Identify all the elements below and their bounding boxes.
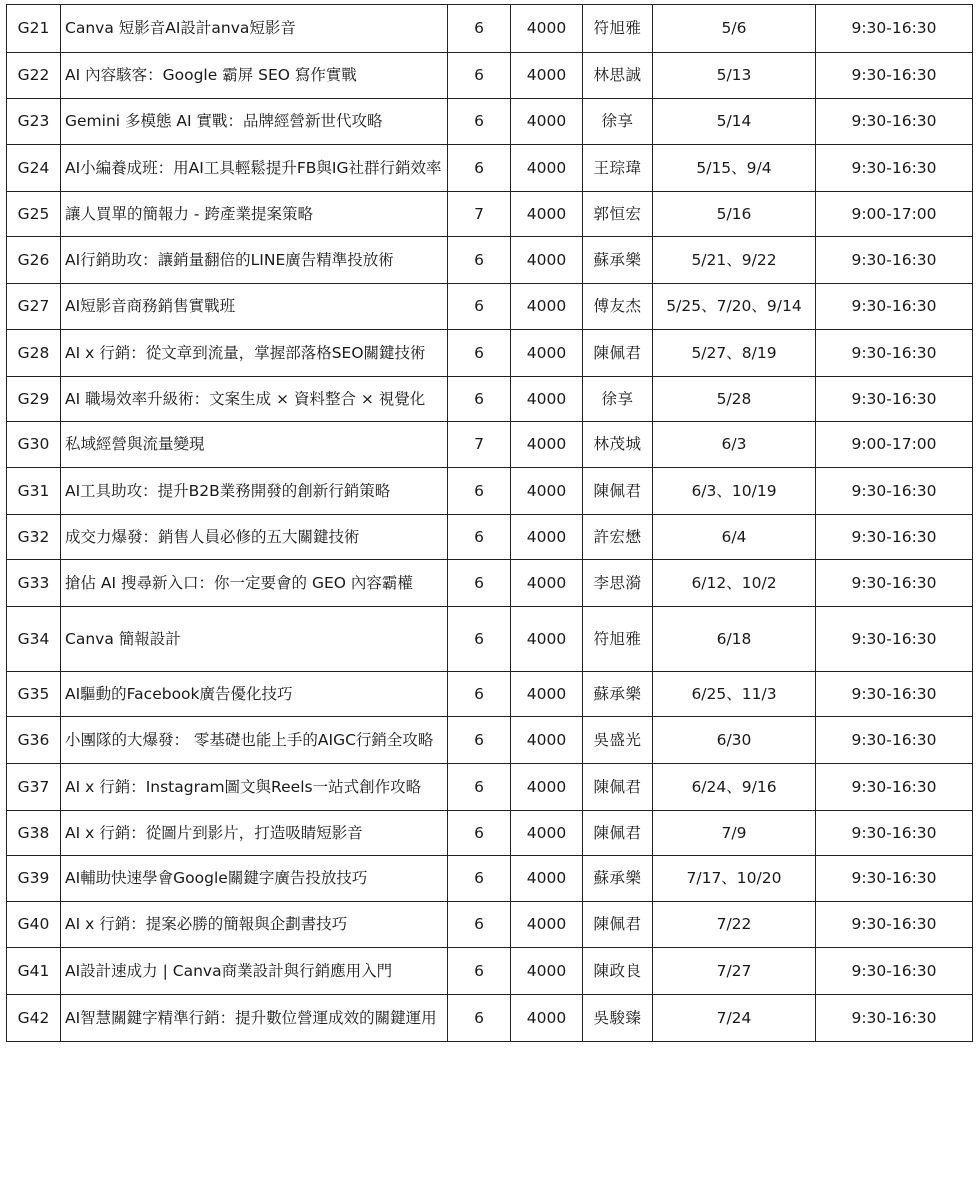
course-title: AI x 行銷：Instagram圖文與Reels一站式創作攻略 bbox=[61, 764, 448, 811]
table-row bbox=[7, 764, 973, 811]
course-hours: 6 bbox=[448, 237, 511, 284]
course-fee: 4000 bbox=[511, 764, 583, 811]
course-title: AI工具助攻：提升B2B業務開發的創新行銷策略 bbox=[61, 468, 448, 515]
course-time: 9:30-16:30 bbox=[816, 948, 973, 995]
course-code: G22 bbox=[7, 53, 61, 99]
table-row bbox=[7, 856, 973, 902]
course-dates: 7/17、10/20 bbox=[653, 856, 816, 902]
table-row bbox=[7, 717, 973, 764]
course-hours: 6 bbox=[448, 902, 511, 948]
course-time: 9:30-16:30 bbox=[816, 284, 973, 330]
course-time: 9:30-16:30 bbox=[816, 515, 973, 560]
course-code: G31 bbox=[7, 468, 61, 515]
course-time: 9:30-16:30 bbox=[816, 811, 973, 856]
course-title: 讓人買單的簡報力 - 跨產業提案策略 bbox=[61, 192, 448, 237]
course-teacher: 陳佩君 bbox=[583, 811, 653, 856]
course-teacher: 吳盛光 bbox=[583, 717, 653, 764]
course-fee: 4000 bbox=[511, 717, 583, 764]
table-row bbox=[7, 902, 973, 948]
course-title: Canva 短影音AI設計anva短影音 bbox=[61, 5, 448, 53]
course-hours: 6 bbox=[448, 468, 511, 515]
course-title: AI驅動的Facebook廣告優化技巧 bbox=[61, 672, 448, 717]
course-fee: 4000 bbox=[511, 330, 583, 377]
course-code: G24 bbox=[7, 145, 61, 192]
course-title: Gemini 多模態 AI 實戰：品牌經營新世代攻略 bbox=[61, 99, 448, 145]
course-teacher: 林茂城 bbox=[583, 422, 653, 468]
course-hours: 6 bbox=[448, 607, 511, 672]
table-row bbox=[7, 948, 973, 995]
course-rows bbox=[7, 5, 973, 1042]
course-fee: 4000 bbox=[511, 902, 583, 948]
course-title: AI 內容駭客：Google 霸屏 SEO 寫作實戰 bbox=[61, 53, 448, 99]
course-title: AI行銷助攻：讓銷量翻倍的LINE廣告精準投放術 bbox=[61, 237, 448, 284]
course-dates: 5/13 bbox=[653, 53, 816, 99]
course-hours: 6 bbox=[448, 5, 511, 53]
course-teacher: 蘇承樂 bbox=[583, 237, 653, 284]
course-dates: 5/15、9/4 bbox=[653, 145, 816, 192]
course-dates: 5/25、7/20、9/14 bbox=[653, 284, 816, 330]
course-hours: 6 bbox=[448, 284, 511, 330]
course-fee: 4000 bbox=[511, 560, 583, 607]
course-teacher: 符旭雅 bbox=[583, 607, 653, 672]
table-row bbox=[7, 192, 973, 237]
course-fee: 4000 bbox=[511, 811, 583, 856]
course-code: G34 bbox=[7, 607, 61, 672]
course-time: 9:30-16:30 bbox=[816, 607, 973, 672]
course-code: G38 bbox=[7, 811, 61, 856]
course-time: 9:00-17:00 bbox=[816, 192, 973, 237]
course-teacher: 徐享 bbox=[583, 99, 653, 145]
course-time: 9:30-16:30 bbox=[816, 560, 973, 607]
course-title: AI短影音商務銷售實戰班 bbox=[61, 284, 448, 330]
course-code: G26 bbox=[7, 237, 61, 284]
course-fee: 4000 bbox=[511, 607, 583, 672]
course-time: 9:30-16:30 bbox=[816, 672, 973, 717]
course-teacher: 徐享 bbox=[583, 377, 653, 422]
course-time: 9:00-17:00 bbox=[816, 422, 973, 468]
course-dates: 5/27、8/19 bbox=[653, 330, 816, 377]
course-teacher: 陳政良 bbox=[583, 948, 653, 995]
table-row bbox=[7, 284, 973, 330]
table-row bbox=[7, 607, 973, 672]
course-title: AI智慧關鍵字精準行銷：提升數位營運成效的關鍵運用 bbox=[61, 995, 448, 1042]
course-code: G35 bbox=[7, 672, 61, 717]
course-code: G29 bbox=[7, 377, 61, 422]
course-dates: 6/24、9/16 bbox=[653, 764, 816, 811]
course-fee: 4000 bbox=[511, 468, 583, 515]
table-row bbox=[7, 145, 973, 192]
course-schedule-table bbox=[6, 4, 973, 1042]
course-dates: 7/27 bbox=[653, 948, 816, 995]
course-code: G40 bbox=[7, 902, 61, 948]
course-time: 9:30-16:30 bbox=[816, 995, 973, 1042]
course-code: G37 bbox=[7, 764, 61, 811]
course-code: G28 bbox=[7, 330, 61, 377]
table-row bbox=[7, 995, 973, 1042]
course-code: G39 bbox=[7, 856, 61, 902]
course-hours: 7 bbox=[448, 422, 511, 468]
course-title: 私域經營與流量變現 bbox=[61, 422, 448, 468]
course-teacher: 傅友杰 bbox=[583, 284, 653, 330]
course-dates: 5/6 bbox=[653, 5, 816, 53]
course-hours: 6 bbox=[448, 145, 511, 192]
course-hours: 6 bbox=[448, 856, 511, 902]
course-hours: 6 bbox=[448, 995, 511, 1042]
course-title: AI輔助快速學會Google關鍵字廣告投放技巧 bbox=[61, 856, 448, 902]
course-title: AI 職場效率升級術：文案生成 × 資料整合 × 視覺化 bbox=[61, 377, 448, 422]
course-dates: 6/4 bbox=[653, 515, 816, 560]
course-fee: 4000 bbox=[511, 672, 583, 717]
course-code: G41 bbox=[7, 948, 61, 995]
course-code: G33 bbox=[7, 560, 61, 607]
course-fee: 4000 bbox=[511, 377, 583, 422]
course-code: G21 bbox=[7, 5, 61, 53]
course-hours: 6 bbox=[448, 53, 511, 99]
course-dates: 6/25、11/3 bbox=[653, 672, 816, 717]
course-fee: 4000 bbox=[511, 284, 583, 330]
course-teacher: 李思漪 bbox=[583, 560, 653, 607]
course-title: AI x 行銷：從文章到流量，掌握部落格SEO關鍵技術 bbox=[61, 330, 448, 377]
table-row bbox=[7, 672, 973, 717]
course-time: 9:30-16:30 bbox=[816, 5, 973, 53]
course-code: G32 bbox=[7, 515, 61, 560]
course-teacher: 林思誠 bbox=[583, 53, 653, 99]
course-time: 9:30-16:30 bbox=[816, 764, 973, 811]
course-dates: 5/28 bbox=[653, 377, 816, 422]
course-time: 9:30-16:30 bbox=[816, 330, 973, 377]
course-title: 成交力爆發：銷售人員必修的五大關鍵技術 bbox=[61, 515, 448, 560]
table-row bbox=[7, 5, 973, 53]
table-row bbox=[7, 468, 973, 515]
course-dates: 7/22 bbox=[653, 902, 816, 948]
course-time: 9:30-16:30 bbox=[816, 902, 973, 948]
course-fee: 4000 bbox=[511, 422, 583, 468]
course-time: 9:30-16:30 bbox=[816, 717, 973, 764]
course-dates: 5/16 bbox=[653, 192, 816, 237]
course-teacher: 蘇承樂 bbox=[583, 856, 653, 902]
course-code: G30 bbox=[7, 422, 61, 468]
course-time: 9:30-16:30 bbox=[816, 377, 973, 422]
course-code: G23 bbox=[7, 99, 61, 145]
table-row bbox=[7, 422, 973, 468]
course-fee: 4000 bbox=[511, 145, 583, 192]
course-hours: 6 bbox=[448, 515, 511, 560]
course-teacher: 郭恒宏 bbox=[583, 192, 653, 237]
course-hours: 6 bbox=[448, 672, 511, 717]
course-code: G25 bbox=[7, 192, 61, 237]
course-fee: 4000 bbox=[511, 856, 583, 902]
course-title: AI設計速成力 | Canva商業設計與行銷應用入門 bbox=[61, 948, 448, 995]
course-fee: 4000 bbox=[511, 237, 583, 284]
course-fee: 4000 bbox=[511, 192, 583, 237]
course-code: G42 bbox=[7, 995, 61, 1042]
table-row bbox=[7, 811, 973, 856]
table-row bbox=[7, 330, 973, 377]
course-code: G27 bbox=[7, 284, 61, 330]
table-row bbox=[7, 515, 973, 560]
course-time: 9:30-16:30 bbox=[816, 53, 973, 99]
course-teacher: 蘇承樂 bbox=[583, 672, 653, 717]
course-time: 9:30-16:30 bbox=[816, 237, 973, 284]
course-hours: 6 bbox=[448, 560, 511, 607]
course-teacher: 陳佩君 bbox=[583, 764, 653, 811]
course-hours: 6 bbox=[448, 717, 511, 764]
course-teacher: 陳佩君 bbox=[583, 468, 653, 515]
course-time: 9:30-16:30 bbox=[816, 468, 973, 515]
course-hours: 7 bbox=[448, 192, 511, 237]
table-row bbox=[7, 237, 973, 284]
course-hours: 6 bbox=[448, 330, 511, 377]
course-title: 搶佔 AI 搜尋新入口：你一定要會的 GEO 內容霸權 bbox=[61, 560, 448, 607]
course-teacher: 陳佩君 bbox=[583, 330, 653, 377]
course-dates: 6/3 bbox=[653, 422, 816, 468]
course-teacher: 許宏懋 bbox=[583, 515, 653, 560]
course-teacher: 吳駿臻 bbox=[583, 995, 653, 1042]
table-row bbox=[7, 560, 973, 607]
course-hours: 6 bbox=[448, 99, 511, 145]
course-time: 9:30-16:30 bbox=[816, 145, 973, 192]
course-hours: 6 bbox=[448, 764, 511, 811]
course-title: AI x 行銷：從圖片到影片，打造吸睛短影音 bbox=[61, 811, 448, 856]
course-dates: 6/3、10/19 bbox=[653, 468, 816, 515]
course-fee: 4000 bbox=[511, 948, 583, 995]
course-dates: 5/21、9/22 bbox=[653, 237, 816, 284]
course-hours: 6 bbox=[448, 948, 511, 995]
table-row bbox=[7, 377, 973, 422]
course-time: 9:30-16:30 bbox=[816, 99, 973, 145]
course-teacher: 王琮瑋 bbox=[583, 145, 653, 192]
course-title: AI x 行銷：提案必勝的簡報與企劃書技巧 bbox=[61, 902, 448, 948]
table-row bbox=[7, 53, 973, 99]
course-hours: 6 bbox=[448, 811, 511, 856]
course-title: Canva 簡報設計 bbox=[61, 607, 448, 672]
course-title: 小團隊的大爆發： 零基礎也能上手的AIGC行銷全攻略 bbox=[61, 717, 448, 764]
course-title: AI小編養成班：用AI工具輕鬆提升FB與IG社群行銷效率 bbox=[61, 145, 448, 192]
course-hours: 6 bbox=[448, 377, 511, 422]
course-teacher: 陳佩君 bbox=[583, 902, 653, 948]
course-dates: 6/30 bbox=[653, 717, 816, 764]
course-teacher: 符旭雅 bbox=[583, 5, 653, 53]
course-fee: 4000 bbox=[511, 53, 583, 99]
course-fee: 4000 bbox=[511, 995, 583, 1042]
course-time: 9:30-16:30 bbox=[816, 856, 973, 902]
course-fee: 4000 bbox=[511, 99, 583, 145]
table-row bbox=[7, 99, 973, 145]
course-dates: 7/9 bbox=[653, 811, 816, 856]
course-dates: 7/24 bbox=[653, 995, 816, 1042]
course-dates: 5/14 bbox=[653, 99, 816, 145]
course-dates: 6/18 bbox=[653, 607, 816, 672]
course-code: G36 bbox=[7, 717, 61, 764]
course-fee: 4000 bbox=[511, 5, 583, 53]
course-fee: 4000 bbox=[511, 515, 583, 560]
course-dates: 6/12、10/2 bbox=[653, 560, 816, 607]
